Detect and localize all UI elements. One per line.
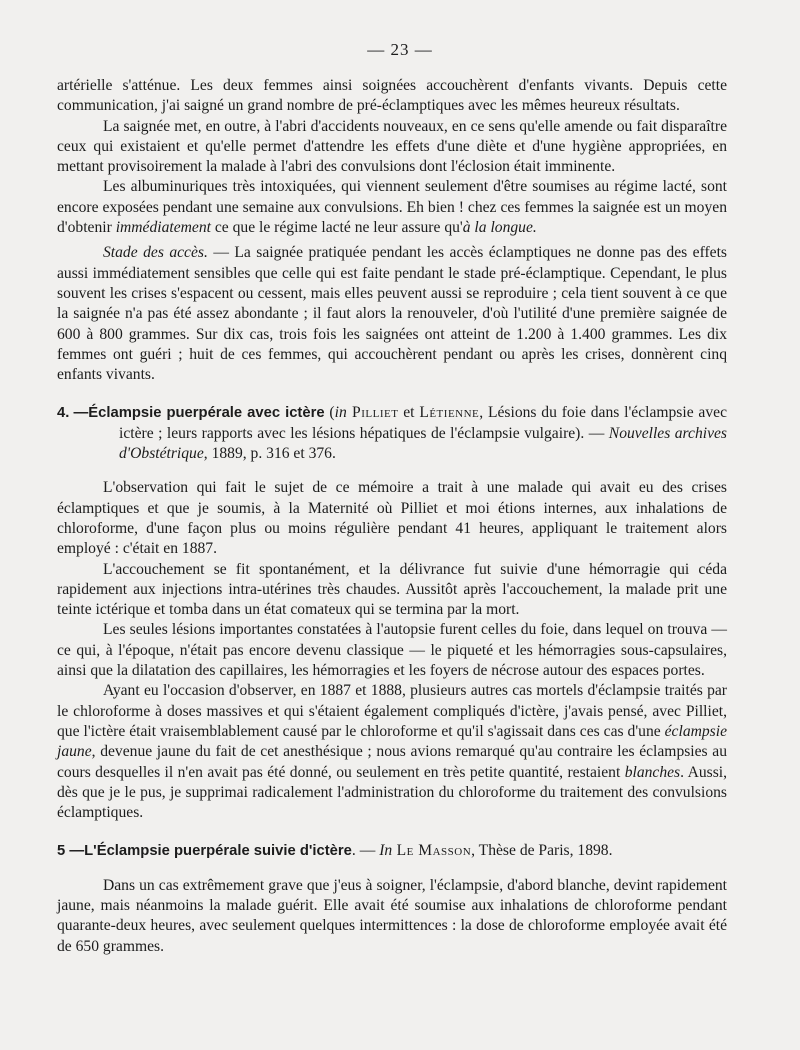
section-4-author-2: Létienne: [419, 404, 480, 422]
paragraph-2: La saignée met, en outre, à l'abri d'accidents nouveaux, en ce sens qu'elle amende ou fait disparaître ceux qui existaient et qu'elle permet d'attendre les effets d'une diète et d'une hygiène appropriées, en mettant provisoirement la malade à l'abri des convulsions dont l'éclosion était imminente.: [57, 117, 727, 176]
section-4-ref-in: in: [334, 404, 347, 422]
section-4-paragraph-3: Les seules lésions importantes constatées à l'autopsie furent celles du foie, dans lequel on trouva — ce qui, à l'époque, n'était pas encore devenu classique — le piqueté et les hémorragies sous-capsulaires, ainsi que la dilatation des capillaires, les hémorragies et les foyers de nécrose autour des espaces portes.: [57, 621, 727, 680]
emphasis-immediatement: immédiatement: [115, 219, 211, 237]
paragraph-4-text: — La saignée pratiquée pendant les accès éclamptiques ne donne pas des effets aussi immédiatement sensibles que celle qui est faite pendant le stade pré-éclamptique. Cependant, le plus souvent les crises s'espacent ou cessent, mais elles peuvent aussi se reproduire ; cela tient souvent à ce que la saignée n'a pas été assez abondante ; il faut alors la renouveler, d'où l'utilité d'une première saignée de 600 à 800 grammes. Sur dix cas, trois fois les saignées ont atteint de 1.200 à 1.400 grammes. Les dix femmes ont guéri ; huit de ces femmes, qui accouchèrent pendant ou après les crises, donnèrent cinq enfants vivants.: [57, 244, 727, 384]
paragraph-stade-des-acces: [57, 243, 727, 385]
section-4-p4-c: , devenue jaune du fait de cet anesthésique ; nous avions remarqué qu'au contraire les éclampsies au cours desquelles il n'en avait pas été donné, ou seulement en très petite quantité, restaient: [57, 743, 727, 781]
page-number: — 23 —: [367, 40, 433, 59]
emphasis-blanches: blanches: [624, 763, 681, 781]
emphasis-a-la-longue: à la longue.: [462, 219, 537, 237]
section-4-ref-et: et: [398, 404, 420, 422]
section-5-number: 5 —: [57, 843, 85, 860]
section-4-p4-e: . Aussi, dès que je le pus, je supprimai radicalement l'administration du chloroforme du traitement des convulsions éclamptiques.: [57, 763, 727, 822]
section-4-title: Éclampsie puerpérale avec ictère: [88, 405, 325, 422]
paragraph-3-text-c: ce que le régime lacté ne leur assure qu': [210, 219, 463, 237]
section-4-heading: [57, 403, 727, 464]
section-4-ref-tail: , 1889, p. 316 et 376.: [203, 445, 336, 463]
section-4-paragraph-2: L'accouchement se fit spontanément, et la délivrance fut suivie d'une hémorragie qui céda rapidement aux injections intra-utérines très chaudes. Aussitôt après l'accouchement, la malade prit une teinte ictérique et tomba dans un état comateux qui se termina par la mort.: [57, 560, 727, 619]
subheading-stade-des-acces: Stade des accès.: [103, 244, 208, 262]
section-4-ref-text: , Lésions du foie dans l'éclampsie avec ictère ; leurs rapports avec les lésions hépatiques de l'éclampsie vulgaire). —: [119, 404, 727, 442]
section-4-paragraph-1: L'observation qui fait le sujet de ce mémoire a trait à une malade qui avait eu des crises éclamptiques et que je soumis, à la Maternité où Pilliet et moi étions internes, aux inhalations de chloroforme, d'une façon plus ou moins régulière pendant 41 heures, appliquant le traitement alors employé : c'était en 1887.: [57, 479, 727, 558]
section-5-heading: [57, 841, 727, 861]
section-4-number: 4. —: [57, 405, 89, 422]
section-5-author: Le Masson: [392, 842, 472, 860]
section-4-ref-open: (: [324, 404, 335, 422]
paragraph-3: [57, 177, 727, 238]
section-5-sep: . —: [351, 842, 380, 860]
paragraph-3-text-a: Les albuminuriques très intoxiquées, qui viennent seulement d'être soumises au régime lacté, sont encore exposées pendant une semaine aux convulsions. Eh bien ! chez ces femmes la saignée est un moyen d'obtenir: [57, 178, 727, 237]
paragraph-1: artérielle s'atténue. Les deux femmes ainsi soignées accouchèrent d'enfants vivants. Depuis cette communication, j'ai saigné un grand nombre de pré-éclamptiques avec les mêmes heureux résultats.: [57, 77, 727, 115]
section-4-p4-a: Ayant eu l'occasion d'observer, en 1887 et 1888, plusieurs autres cas mortels d'éclampsie traités par le chloroforme à doses massives et qui s'étaient également compliqués d'ictère, j'avais pensé, avec Pilliet, que l'ictère était vraisemblablement causé par le chloroforme et qu'il s'agissait dans ces cas d'une: [57, 682, 727, 740]
body-text: [57, 76, 727, 957]
section-4-paragraph-4: [57, 681, 727, 823]
section-5-ref-tail: , Thèse de Paris, 1898.: [471, 842, 613, 860]
section-5-ref-in: In: [379, 842, 393, 860]
section-4-author-1: Pilliet: [346, 404, 399, 422]
section-4-journal: Nouvelles archives d'Obstétrique: [119, 424, 728, 463]
emphasis-eclampsie-jaune: éclampsie jaune: [57, 722, 727, 761]
section-5-paragraph: Dans un cas extrêmement grave que j'eus à soigner, l'éclampsie, d'abord blanche, devint rapidement jaune, mais néanmoins la malade guérit. Elle avait été soumise aux inhalations de chloroforme pendant quarante-deux heures, avec seulement quelques intermittences : la dose de chloroforme employée avait été de 650 grammes.: [57, 876, 727, 955]
section-5-title: L'Éclampsie puerpérale suivie d'ictère: [84, 843, 352, 860]
